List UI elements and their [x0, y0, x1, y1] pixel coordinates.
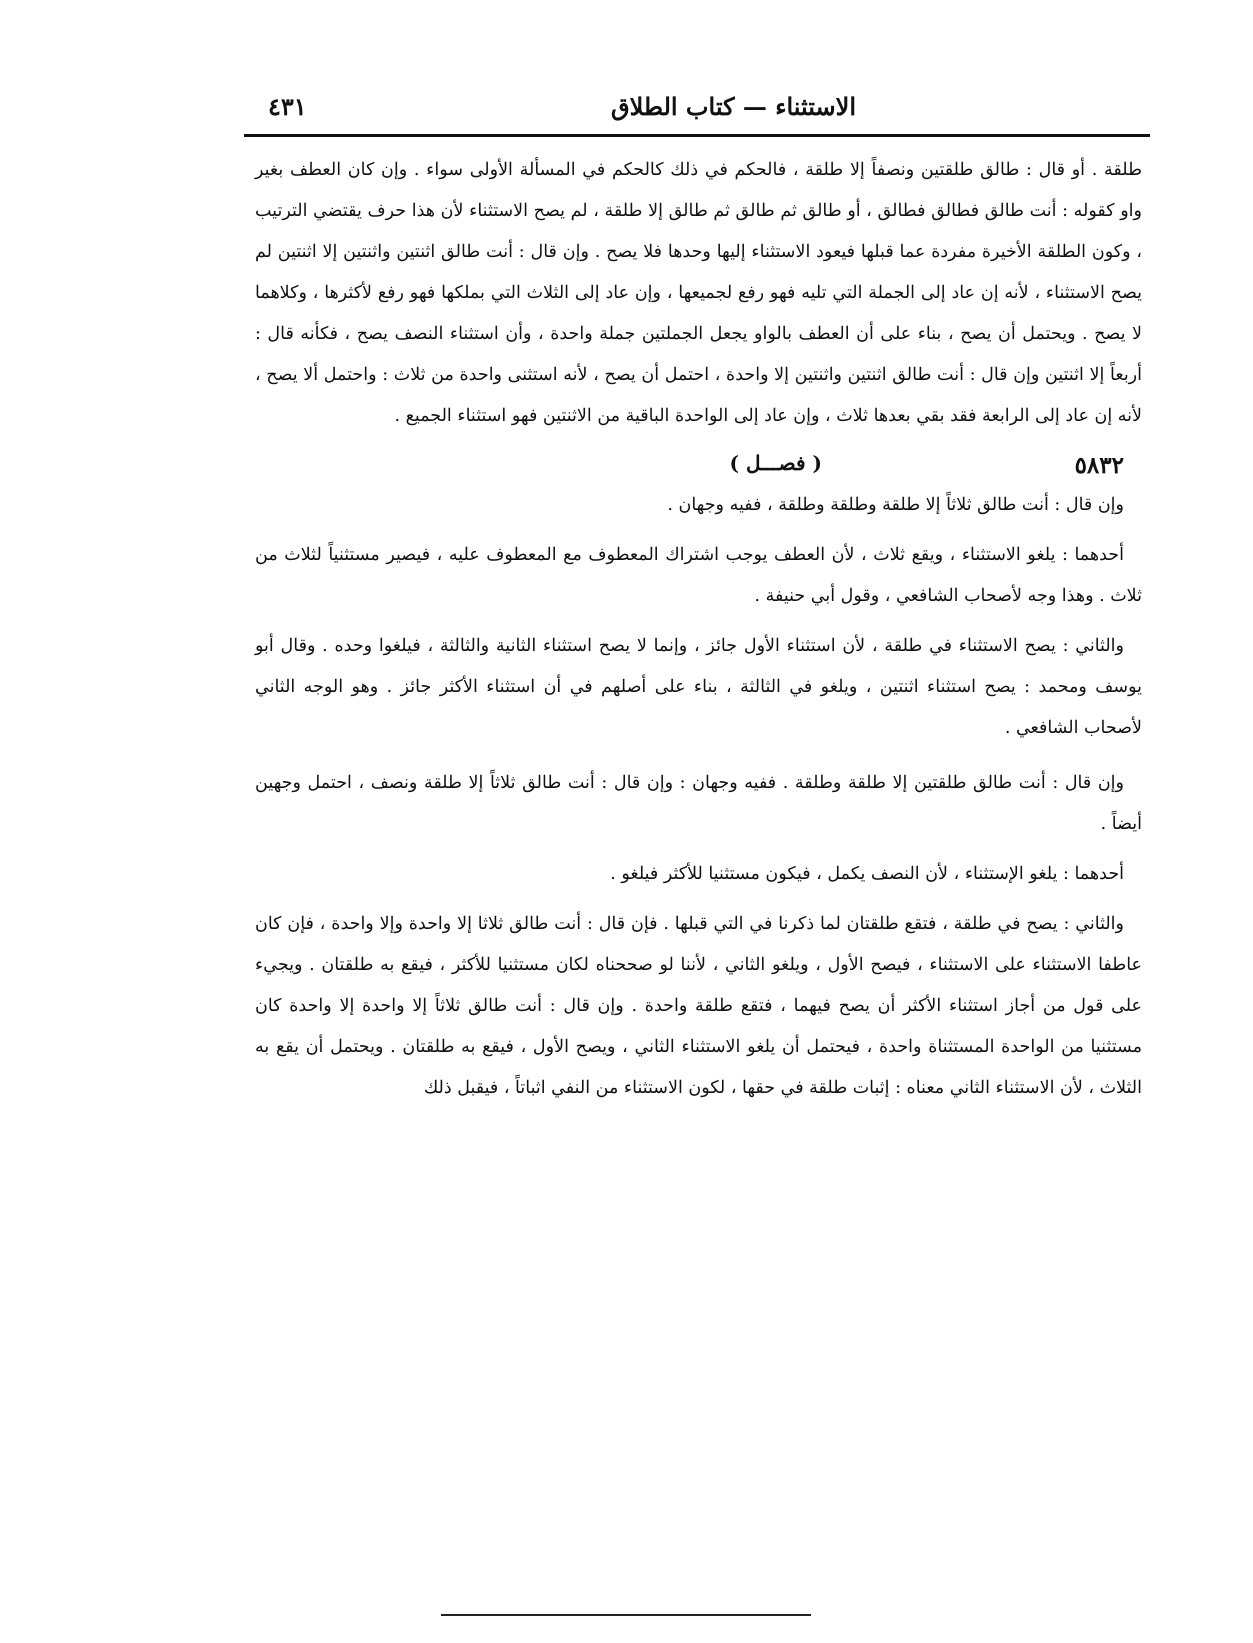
running-header [244, 88, 1146, 128]
paragraph: وإن قال : أنت طالق طلقتين إلا طلقة وطلقة . ففيه وجهان : وإن قال : أنت طالق ثلاثاً إلا طلقة ونصف ، احتمل وجهين أيضاً . [255, 773, 1142, 834]
section-label: ( فصـــل ) [729, 451, 822, 475]
page-number: ٤٣١ [268, 92, 307, 121]
section-heading [255, 441, 1142, 485]
paragraph: أحدهما : يلغو الإستثناء ، لأن النصف يكمل ، فيكون مستثنيا للأكثر فيلغو . [610, 864, 1124, 884]
footer-rule [441, 1614, 811, 1616]
section-number: ٥٨٣٢ [1074, 452, 1124, 479]
paragraph: وإن قال : أنت طالق ثلاثاً إلا طلقة وطلقة وطلقة ، ففيه وجهان . [667, 495, 1124, 515]
body-text [255, 150, 1142, 1109]
header-title: الاستثناء — كتاب الطلاق [610, 92, 856, 121]
paragraph: والثاني : يصح الاستثناء في طلقة ، لأن استثناء الأول جائز ، وإنما لا يصح استثناء الثانية والثالثة ، فيلغوا وحده . وقال أبو يوسف ومحمد : يصح استثناء اثنتين ، ويلغو في الثالثة ، بناء على أصلهم في أن استثناء الأكثر جائز . وهو الوجه الثاني لأصحاب الشافعي . [255, 636, 1142, 738]
paragraph: طلقة . أو قال : طالق طلقتين ونصفاً إلا طلقة ، فالحكم في ذلك كالحكم في المسألة الأولى سواء . وإن كان العطف بغير واو كقوله : أنت طالق فطالق فطالق ، أو طالق ثم طالق ثم طالق إلا طلقة ، لم يصح الاستثناء لأن هذا حرف يقتضي الترتيب ، وكون الطلقة الأخيرة مفردة عما قبلها فيعود الاستثناء إليها وحدها فلا يصح . وإن قال : أنت طالق اثنتين واثنتين إلا اثنتين لم يصح الاستثناء ، لأنه إن عاد إلى الجملة التي تليه فهو رفع لجميعها ، وإن عاد إلى الثلاث التي بملكها فهو رفع لأكثرها ، وكلاهما لا يصح . ويحتمل أن يصح ، بناء على أن العطف بالواو يجعل الجملتين جملة واحدة ، وأن استثناء النصف يصح ، فكأنه قال : أربعاً إلا اثنتين وإن قال : أنت طالق اثنتين واثنتين إلا واحدة ، احتمل أن يصح ، لأنه استثنى واحدة من ثلاث : واحتمل ألا يصح ، لأنه إن عاد إلى الرابعة فقد بقي بعدها ثلاث ، وإن عاد إلى الواحدة الباقية من الاثنتين فهو استثناء الجميع . [255, 160, 1142, 426]
header-rule [244, 134, 1150, 137]
paragraph: والثاني : يصح في طلقة ، فتقع طلقتان لما ذكرنا في التي قبلها . فإن قال : أنت طالق ثلاثا إلا واحدة وإلا واحدة ، فإن كان عاطفا الاستثناء على الاستثناء ، فيصح الأول ، ويلغو الثاني ، لأننا لو صححناه لكان مستثنيا للأكثر ، فيقع به طلقتان . ويجيء على قول من أجاز استثناء الأكثر أن يصح فيهما ، فتقع طلقة واحدة . وإن قال : أنت طالق ثلاثاً إلا واحدة إلا واحدة كان مستثنيا من الواحدة المستثناة واحدة ، فيحتمل أن يلغو الاستثناء الثاني ، ويصح الأول ، فيقع به طلقتان . ويحتمل أن يقع به الثلاث ، لأن الاستثناء الثاني معناه : إثبات طلقة في حقها ، لكون الاستثناء من النفي اثباتاً ، فيقبل ذلك [255, 914, 1142, 1098]
paragraph: أحدهما : يلغو الاستثناء ، ويقع ثلاث ، لأن العطف يوجب اشتراك المعطوف مع المعطوف عليه ، فيصير مستثنياً لثلاث من ثلاث . وهذا وجه لأصحاب الشافعي ، وقول أبي حنيفة . [255, 545, 1142, 606]
